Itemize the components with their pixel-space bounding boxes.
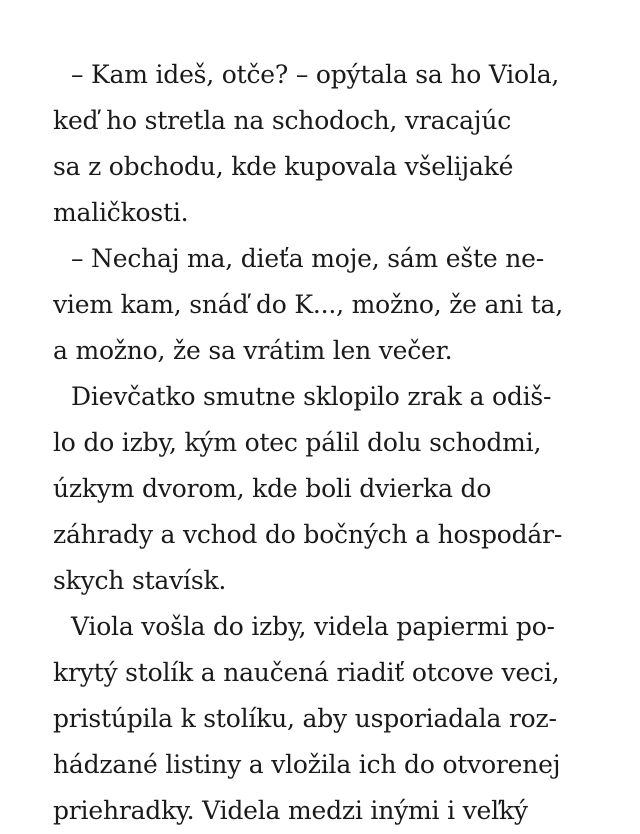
text-line: a možno, že sa vrátim len večer. [53, 336, 453, 365]
text-line: priehradky. Videla medzi inými i veľký [53, 796, 528, 825]
text-line: Viola vošla do izby, videla papiermi po- [71, 612, 555, 641]
text-line: skych stavísk. [53, 566, 227, 595]
text-line: úzkym dvorom, kde boli dvierka do [53, 474, 492, 503]
text-line: – Kam ideš, otče? – opýtala sa ho Viola, [71, 60, 560, 89]
text-line: keď ho stretla na schodoch, vracajúc [53, 106, 512, 135]
page-text [53, 52, 613, 834]
text-line: Dievčatko smutne sklopilo zrak a odiš- [71, 382, 552, 411]
text-line: krytý stolík a naučená riadiť otcove veci, [53, 658, 560, 687]
text-line: záhrady a vchod do bočných a hospodár- [53, 520, 563, 549]
text-line: hádzané listiny a vložila ich do otvorenej [53, 750, 561, 779]
text-line: sa z obchodu, kde kupovala všelijaké [53, 152, 514, 181]
text-line: pristúpila k stolíku, aby usporiadala roz- [53, 704, 557, 733]
text-line: lo do izby, kým otec pálil dolu schodmi, [53, 428, 542, 457]
text-line: viem kam, snáď do K..., možno, že ani ta, [53, 290, 563, 319]
text-line: maličkosti. [53, 198, 189, 227]
text-line: – Nechaj ma, dieťa moje, sám ešte ne- [71, 244, 544, 273]
